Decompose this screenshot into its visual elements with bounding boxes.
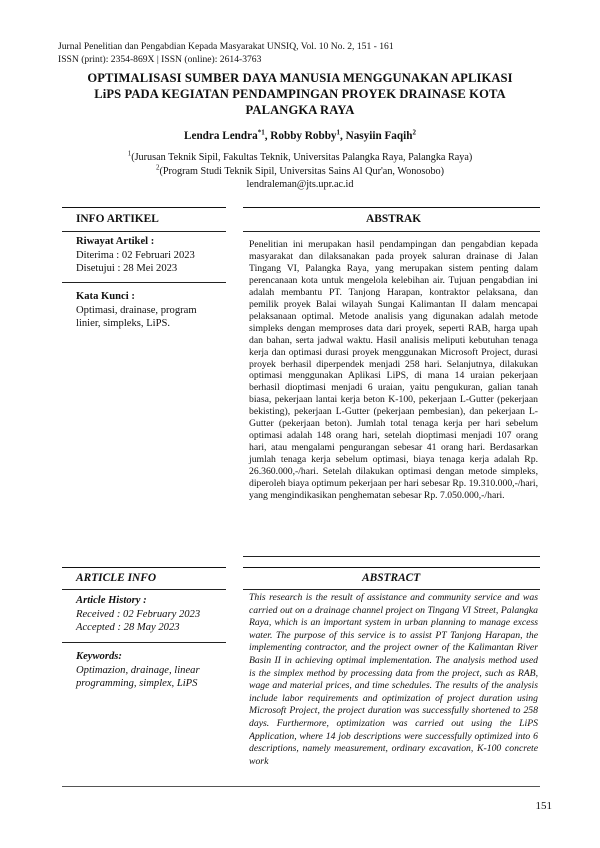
- abstrak-text: Penelitian ini merupakan hasil pendampingan dan pengabdian kepada masyarakat dan dilaksanakan pada proyek saluran drainase di Jalan Tingang VI, Palangka Raya, yang merupakan sistem penting dalam perencanaan kota untuk mengelola kelebihan air. Tujuan pengabdian ini adalah membantu PT. Tanjong Harapan, kontraktor pelaksana, dan pemilik proyek Balai wilayah Sungai Kalimantan II dalam mencapai pelaksanaan optimal. Metode analisis yang digunakan adalah metode simpleks dengan memproses data dari proyek, seperti RAB, harga upah dan bahan, serta jadwal waktu. Hasil analisis meliputi kebutuhan tenaga kerja dan optimasi durasi proyek menggunakan Microsoft Project, durasi proyek berhasil diperpendek menjadi 258 hari. Selanjutnya, dilakukan optimasi menggunakan Aplikasi LiPS, di mana 14 uraian pekerjaan berhasil dioptimasi menjadi 6 uraian, yaitu pengukuran, galian tanah biasa, pekerjaan lantai kerja beton K-100, pekerjaan L-Gutter (pekerjaan bekisting), pekerjaan L-Gutter (pekerjaan pembesian), dan pekerjaan L-Gutter (pekerjaan beton). Jumlah total tenaga kerja per hari sebelum optimasi adalah 148 orang hari, setelah dioptimasi menjadi 107 orang hari, atau mengalami pengurangan sebesar 41 orang hari. Berdasarkan jumlah tenaga kerja sebelum optimasi, biaya tenaga kerja adalah Rp. 26.360.000,-/hari. Setelah dilakukan optimasi dengan metode simpleks, diperoleh biaya optimum pekerjaan per hari sebesar Rp. 19.310.000,-/hari, yang mengindikasikan penghematan sebesar Rp. 7.050.000,-/hari.: [249, 239, 538, 502]
- accepted-date: Accepted : 28 May 2023: [76, 622, 180, 634]
- divider: [243, 589, 540, 590]
- author-name: Nasyiin Faqih: [345, 130, 413, 142]
- received-date: Received : 02 February 2023: [76, 608, 201, 620]
- corresponding-email[interactable]: lendraleman@jts.upr.ac.id: [246, 179, 354, 190]
- author-affiliation-mark: 2: [412, 128, 416, 137]
- info-artikel-heading: INFO ARTIKEL: [76, 213, 159, 225]
- journal-citation: Jurnal Penelitian dan Pengabdian Kepada Masyarakat UNSIQ, Vol. 10 No. 2, 151 - 161: [58, 41, 394, 52]
- kata-kunci: [76, 290, 236, 331]
- divider: [62, 207, 226, 208]
- paper-title: [40, 70, 560, 118]
- history-label: Article History :: [76, 595, 147, 606]
- divider: [243, 556, 540, 557]
- author-affiliation-mark: *1: [257, 128, 265, 137]
- divider: [243, 567, 540, 568]
- author-list: [0, 130, 600, 142]
- affiliation-2: $^2$(Program Studi Teknik Sipil, Universitas Sains Al Qur'an, Wonosobo): [155, 163, 445, 177]
- divider: [62, 567, 226, 568]
- article-history: [76, 594, 236, 635]
- divider: [62, 231, 226, 232]
- title-line-3: PALANGKA RAYA: [245, 103, 355, 117]
- article-info-heading: ARTICLE INFO: [76, 572, 157, 584]
- keywords-line: programming, simplex, LiPS: [76, 678, 198, 690]
- divider: [62, 589, 226, 590]
- footer-rule: [62, 786, 540, 787]
- author-separator: ,: [340, 130, 346, 142]
- author-separator: ,: [264, 130, 271, 142]
- affiliations: [0, 151, 600, 192]
- divider: [243, 207, 540, 208]
- title-line-2: LiPS PADA KEGIATAN PENDAMPINGAN PROYEK DRAINASE KOTA: [94, 87, 506, 101]
- keywords-line: Optimazion, drainage, linear: [76, 664, 200, 676]
- keywords-line: Optimasi, drainase, program: [76, 304, 197, 316]
- keywords: [76, 650, 236, 691]
- divider: [62, 642, 226, 643]
- author-affiliation-mark: 1: [336, 128, 341, 137]
- accepted-date: Disetujui : 28 Mei 2023: [76, 263, 178, 275]
- author-name: Lendra Lendra: [184, 130, 258, 142]
- title-line-1: OPTIMALISASI SUMBER DAYA MANUSIA MENGGUNAKAN APLIKASI: [87, 71, 513, 85]
- history-label: Riwayat Artikel :: [76, 236, 155, 247]
- journal-issn: ISSN (print): 2354-869X | ISSN (online): 2614-3763: [58, 54, 262, 65]
- keywords-label: Keywords:: [76, 651, 122, 662]
- received-date: Diterima : 02 Februari 2023: [76, 249, 195, 261]
- riwayat-artikel: [76, 235, 236, 276]
- page-number: 151: [535, 800, 552, 812]
- divider: [243, 231, 540, 232]
- abstrak-heading: ABSTRAK: [366, 213, 422, 225]
- journal-header: [58, 40, 394, 66]
- abstract-text: This research is the result of assistance and community service and was carried out on a drainage channel project on Tingang VI Street, Palangka Raya, which is an important system in urban planning to manage excess water. The purpose of this service is to assist PT Tanjong Harapan, the implementing contractor, and the project owner of the Kalimantan River Basin II in achieving optimal implementation. The analysis method used is the simplex method by processing data from the project, such as RAB, wage and material prices, and time schedules. The results of the analysis include labor requirements and optimization of project duration using Microsoft Project, the project duration was successfully shortened to 258 days. Furthermore, optimization was carried out using the LiPS Application, where 14 job descriptions were successfully optimized into 6 descriptions, namely measurement, ordinary excavation, K-100 concrete work: [249, 592, 538, 767]
- divider: [62, 282, 226, 283]
- author-name: Robby Robby: [270, 130, 337, 142]
- keywords-line: linier, simpleks, LiPS.: [76, 318, 171, 330]
- affiliation-1: $^1$(Jurusan Teknik Sipil, Fakultas Teknik, Universitas Palangka Raya, Palangka Raya): [127, 149, 473, 163]
- keywords-label: Kata Kunci :: [76, 291, 135, 302]
- abstract-heading: ABSTRACT: [362, 572, 421, 584]
